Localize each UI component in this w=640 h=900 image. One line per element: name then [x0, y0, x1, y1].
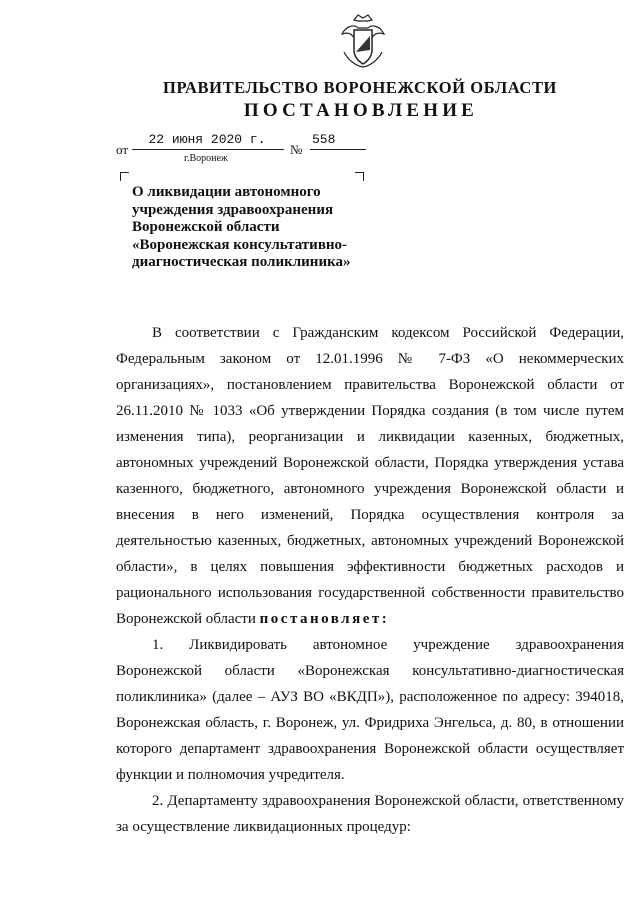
coat-of-arms-icon — [334, 12, 392, 70]
preamble-text: В соответствии с Гражданским кодексом Российской Федерации, Федеральным законом от 12.01.1996 № 7-ФЗ «О некоммерческих организациях», постановлением правительства Воронежской области от 26.11.2010 № 1033 «Об утверждении Порядка создания (в том числе путем изменения типа), реорганизации и ликвидации казенных, бюджетных, автономных учреждений Воронежской области, Порядка утверждения устава казенного, бюджетного, автономного учреждения Воронежской области и внесения в него изменений, Порядка осуществления контроля за деятельностью казенных, бюджетных, автономных учреждений Воронежской области», в целях повышения эффективности бюджетных расходов и рационального использования государственной собственности правительство Воронежской области — [116, 325, 624, 627]
title-corner-left — [120, 172, 129, 181]
title-line: учреждения здравоохранения — [132, 201, 334, 218]
item-1 — [116, 632, 624, 788]
number-sign: № — [290, 142, 303, 157]
document-number: 558 — [312, 132, 336, 147]
document-title — [132, 184, 372, 272]
title-line: Воронежской области — [132, 219, 280, 235]
city-label: г.Воронеж — [184, 153, 228, 164]
document-type: ПОСТАНОВЛЕНИЕ — [243, 100, 479, 121]
resolves-word: постановляет: — [259, 611, 390, 627]
number-underline — [310, 149, 366, 150]
document-date: 22 июня 2020 г. — [148, 132, 266, 147]
item-1-text: Ликвидировать автономное учреждение здравоохранения Воронежской области «Воронежская консультативно-диагностическая поликлиника» (далее – АУЗ ВО «ВКДП»), расположенное по адресу: 394018, Воронежская область, г. Воронеж, ул. Фридриха Энгельса, д. 80, в отношении которого департамент здравоохранения Воронежской области осуществляет функции и полномочия учредителя. — [116, 637, 624, 783]
title-line: О ликвидации автономного — [132, 184, 321, 200]
date-underline — [132, 149, 284, 150]
date-prefix: от — [116, 142, 129, 157]
document-body — [116, 320, 624, 840]
item-2 — [116, 788, 624, 840]
item-2-number: 2. — [152, 793, 164, 809]
preamble-paragraph — [116, 320, 624, 632]
title-line: диагностическая поликлиника» — [132, 254, 351, 270]
item-2-text: Департаменту здравоохранения Воронежской области, ответственному за осуществление ликвидационных процедур: — [116, 793, 625, 835]
title-line: «Воронежская консультативно- — [132, 236, 348, 253]
item-1-number: 1. — [152, 637, 164, 653]
government-name: ПРАВИТЕЛЬСТВО ВОРОНЕЖСКОЙ ОБЛАСТИ — [163, 78, 557, 97]
title-corner-right — [355, 172, 364, 181]
